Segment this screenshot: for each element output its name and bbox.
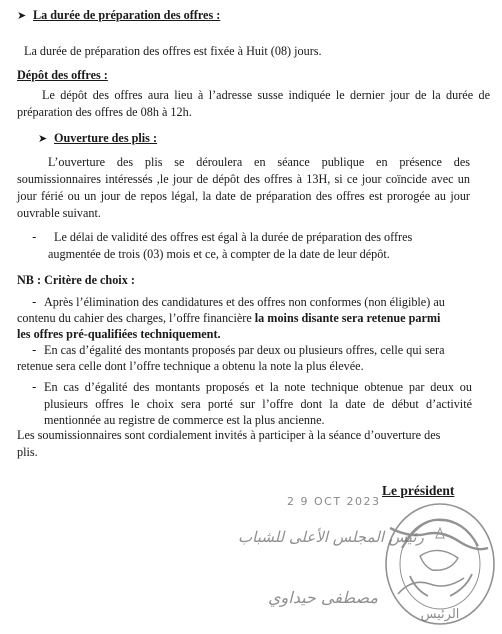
stamp-text-arabic: رئيس المجلس الأعلى للشباب: [238, 528, 424, 546]
ouverture-line-4: ouvrable suivant.: [17, 206, 101, 220]
dash-bullet-icon: -: [32, 295, 37, 309]
nb-p3-line-3: mentionnée au registre de commerce est la plus ancienne.: [44, 413, 325, 427]
prep-text: La durée de préparation des offres est fixée à Huit (08) jours.: [24, 44, 322, 58]
validite-line-1: - Le délai de validité des offres est égal à la durée de préparation des offres: [32, 230, 413, 244]
signer-name-arabic: مصطفى حيداوي: [268, 588, 378, 607]
ouverture-line-2: soumissionnaires intéressés ,le jour de dépôt des offres à 13H, si ce jour coïncide avec un: [17, 172, 470, 186]
nb-p1-line-3: les offres pré-qualifiées techniquement.: [17, 327, 221, 341]
nb-p1-line-1: - Après l’élimination des candidatures et des offres non conformes (non éligible) au: [32, 295, 445, 309]
dash-bullet-icon: -: [32, 230, 37, 244]
arrow-bullet-icon: ➤: [17, 9, 27, 22]
arrow-bullet-icon: ➤: [38, 132, 48, 145]
nb-p3-line-1: - En cas d’égalité des montants proposés et la note technique obtenue par deux ou: [32, 380, 472, 394]
date-stamp: 2 9 OCT 2023: [287, 495, 381, 508]
ouverture-line-3: jour férié ou un jour de repos légal, la date de préparation des offres est prorogée au jour: [17, 189, 470, 203]
ouverture-line-1: L’ouverture des plis se déroulera en séance publique en présence des: [48, 155, 470, 169]
depot-heading: Dépôt des offres :: [17, 68, 108, 82]
official-seal-icon: [380, 498, 498, 628]
validite-line-2: augmentée de trois (03) mois et ce, à compter de la date de leur dépôt.: [48, 247, 390, 261]
nb-p2-line-1: - En cas d’égalité des montants proposés par deux ou plusieurs offres, celle qui sera: [32, 343, 445, 357]
seal-label: الرئيس: [420, 607, 460, 622]
dash-bullet-icon: -: [32, 343, 37, 357]
closing-line-2: plis.: [17, 445, 38, 459]
ouverture-heading: ➤ Ouverture des plis :: [38, 131, 158, 145]
prep-heading: ➤ La durée de préparation des offres :: [17, 8, 221, 22]
signature-title: Le président: [382, 483, 455, 498]
depot-line-1: Le dépôt des offres aura lieu à l’adresse susse indiquée le dernier jour de la durée de: [42, 88, 490, 102]
closing-line-1: Les soumissionnaires sont cordialement invités à participer à la séance d’ouverture des: [17, 428, 441, 442]
dash-bullet-icon: -: [32, 380, 37, 394]
depot-line-2: préparation des offres de 08h à 12h.: [17, 105, 192, 119]
nb-p3-line-2: plusieurs offres le choix sera porté sur l’offre dont la date de début d’activité: [44, 397, 472, 411]
nb-heading: NB : Critère de choix :: [17, 273, 135, 287]
nb-p2-line-2: retenue sera celle dont l’offre technique a obtenu la note la plus élevée.: [17, 359, 364, 373]
nb-p1-line-2: contenu du cahier des charges, l’offre financière la moins disante sera retenue parmi: [17, 311, 441, 325]
